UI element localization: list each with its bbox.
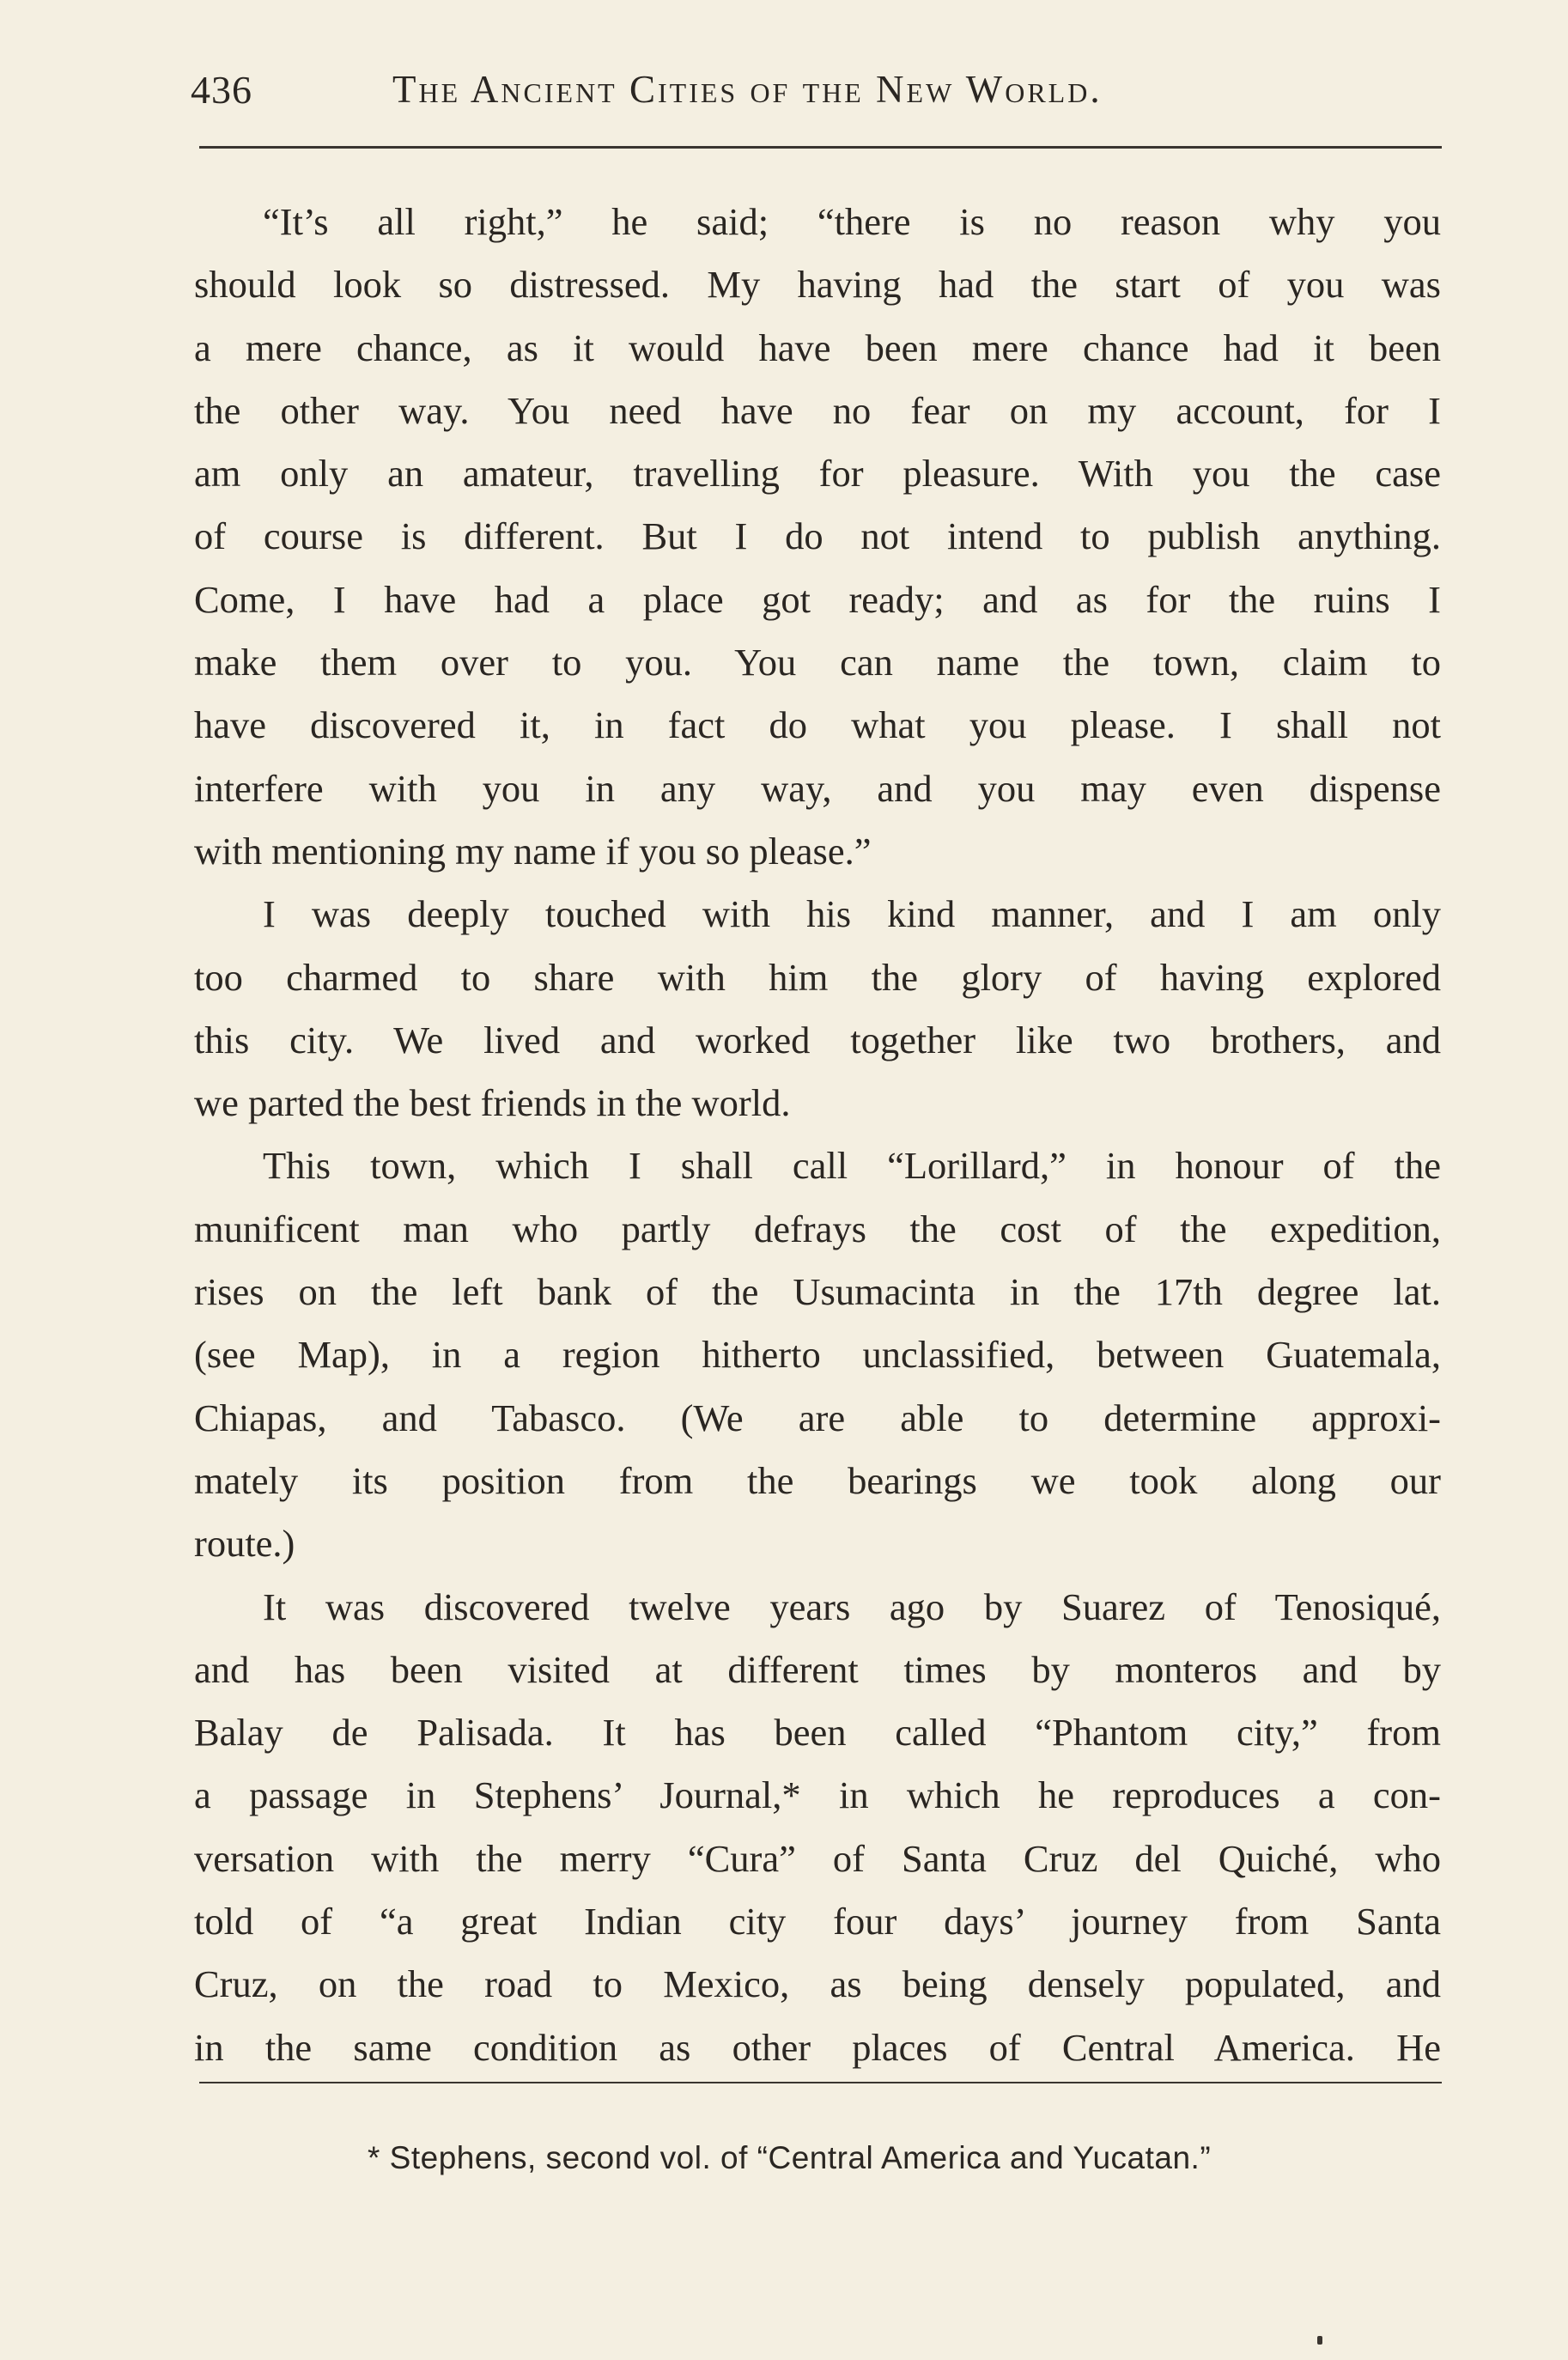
footnote: * Stephens, second vol. of “Central America and Yucatan.” [368,2140,1212,2175]
text-line: Come, I have had a place got ready; and as for the ruins I [194,577,1441,621]
paragraph-1 [194,191,1441,883]
header-rule [199,146,1442,149]
text-line: munificent man who partly defrays the cost of the expedition, [194,1207,1441,1250]
text-line: make them over to you. You can name the town, claim to [194,641,1441,684]
text-line: a passage in Stephens’ Journal,* in which he reproduces a con- [194,1773,1441,1817]
paragraph-3 [194,1134,1441,1575]
text-line: I was deeply touched with his kind manner, and I am only [263,892,1441,936]
text-line: Cruz, on the road to Mexico, as being densely populated, and [194,1962,1441,2006]
text-line: rises on the left bank of the Usumacinta in the 17th degree lat. [194,1270,1441,1314]
page-number: 436 [191,68,252,112]
text-line: It was discovered twelve years ago by Suarez of Tenosiqué, [263,1584,1441,1628]
text-line: route.) [194,1522,295,1566]
page-header [191,67,1446,127]
text-line: the other way. You need have no fear on my account, for I [194,388,1441,432]
text-line: should look so distressed. My having had the start of you was [194,263,1441,307]
body-text [194,191,1441,2079]
ink-speck [1317,2336,1322,2345]
paragraph-2 [194,883,1441,1134]
text-line: with mentioning my name if you so please.” [194,829,872,873]
text-line: too charmed to share with him the glory of having explored [194,955,1441,999]
text-line: in the same condition as other places of Central America. He [194,2025,1441,2069]
text-line: mately its position from the bearings we took along our [194,1458,1441,1502]
text-line: interfere with you in any way, and you may even dispense [194,766,1441,810]
text-line: am only an amateur, travelling for pleasure. With you the case [194,452,1441,496]
text-line: a mere chance, as it would have been mere chance had it been [194,325,1441,369]
text-line: told of “a great Indian city four days’ journey from Santa [194,1900,1441,1943]
text-line: and has been visited at different times by monteros and by [194,1647,1441,1691]
text-line: of course is different. But I do not intend to publish anything. [194,514,1441,558]
text-line: This town, which I shall call “Lorillard,” in honour of the [263,1144,1441,1188]
text-line: (see Map), in a region hitherto unclassified, between Guatemala, [194,1333,1441,1377]
text-line: this city. We lived and worked together like two brothers, and [194,1018,1441,1061]
footnote-rule [199,2082,1442,2083]
paragraph-4 [194,1576,1441,2079]
text-line: we parted the best friends in the world. [194,1081,791,1125]
text-line: Chiapas, and Tabasco. (We are able to determine approxi- [194,1396,1441,1439]
text-line: have discovered it, in fact do what you please. I shall not [194,703,1441,747]
text-line: versation with the merry “Cura” of Santa Cruz del Quiché, who [194,1836,1441,1880]
running-title: The Ancient Cities of the New World. [392,68,1103,111]
text-line: “It’s all right,” he said; “there is no reason why you [263,200,1441,243]
text-line: Balay de Palisada. It has been called “Phantom city,” from [194,1711,1441,1755]
